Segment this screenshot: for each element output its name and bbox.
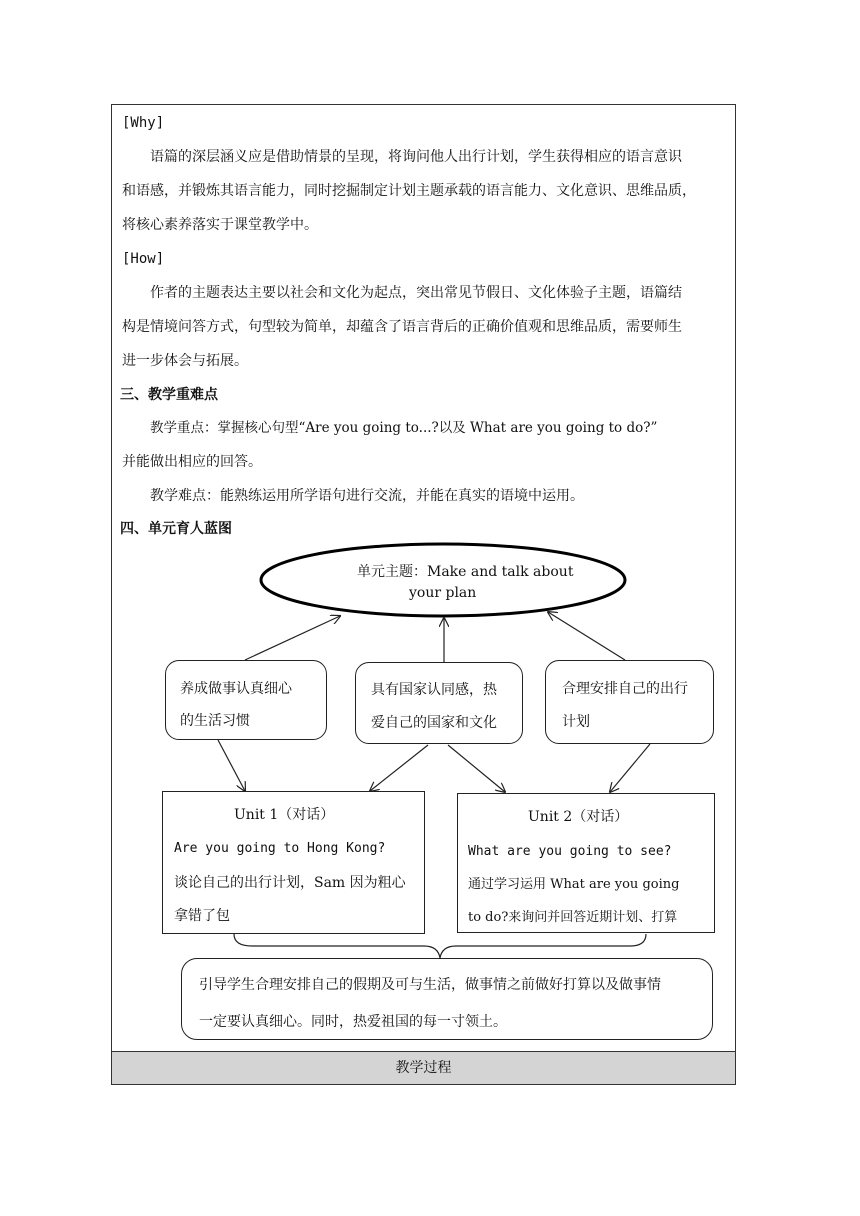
- teaching-focus-cont: 并能做出相应的回答。: [122, 454, 262, 470]
- goal-middle-line: 具有国家认同感，热: [371, 682, 497, 698]
- unit-2-line: to do?来询问并回答近期计划、打算: [468, 910, 678, 925]
- arrow-left-to-theme: [245, 616, 340, 660]
- teaching-focus: 教学重点：掌握核心句型“Are you going to...?以及 What are you going to do?”: [150, 420, 658, 436]
- section-4-title: 四、单元育人蓝图: [120, 521, 232, 537]
- brace: [234, 934, 646, 958]
- goal-right-line: 计划: [562, 714, 590, 730]
- teaching-difficulty: 教学难点：能熟练运用所学语句进行交流，并能在真实的语境中运用。: [150, 488, 584, 504]
- goal-left-line: 的生活习惯: [180, 713, 250, 729]
- goal-box-right: [545, 660, 714, 744]
- theme-line-2: your plan: [409, 585, 477, 601]
- theme-line-1: 单元主题：Make and talk about: [357, 564, 574, 580]
- why-paragraph-line: 将核心素养落实于课堂教学中。: [122, 217, 318, 233]
- how-paragraph-line: 进一步体会与拓展。: [122, 353, 248, 369]
- why-paragraph-line: 语篇的深层涵义应是借助情景的呈现，将询问他人出行计划，学生获得相应的语言意识: [150, 149, 682, 165]
- why-paragraph-line: 和语感，并锻炼其语言能力，同时挖掘制定计划主题承载的语言能力、文化意识、思维品质，: [122, 183, 696, 199]
- unit-2-line: 通过学习运用 What are you going: [468, 877, 680, 892]
- goal-right-line: 合理安排自己的出行: [562, 681, 688, 697]
- how-paragraph-line: 作者的主题表达主要以社会和文化为起点，突出常见节假日、文化体验子主题，语篇结: [150, 285, 682, 301]
- goal-middle-line: 爱自己的国家和文化: [371, 715, 497, 731]
- arrow-right-to-theme: [548, 612, 625, 660]
- arrow-middle-to-unit1: [370, 745, 428, 791]
- why-heading: [Why]: [122, 115, 165, 131]
- how-heading: [How]: [122, 251, 165, 267]
- goal-left-line: 养成做事认真细心: [180, 681, 292, 697]
- teaching-process-header: 教学过程: [111, 1051, 736, 1085]
- unit-1-line: 谈论自己的出行计划，Sam 因为粗心: [174, 875, 406, 891]
- unit-1-line: 拿错了包: [174, 908, 230, 924]
- unit-1-line: Are you going to Hong Kong?: [174, 841, 386, 856]
- arrow-left-to-unit1: [218, 740, 245, 791]
- summary-line: 引导学生合理安排自己的假期及可与生活，做事情之前做好打算以及做事情: [199, 977, 661, 993]
- section-3-title: 三、教学重难点: [120, 387, 218, 403]
- unit-1-title: Unit 1（对话）: [234, 807, 335, 823]
- unit-2-title: Unit 2（对话）: [528, 809, 629, 825]
- arrow-middle-to-unit2: [448, 745, 505, 792]
- arrow-right-to-unit2: [610, 744, 650, 792]
- unit-2-line: What are you going to see?: [468, 844, 672, 859]
- how-paragraph-line: 构是情境问答方式，句型较为简单，却蕴含了语言背后的正确价值观和思维品质，需要师生: [122, 319, 682, 335]
- summary-line: 一定要认真细心。同时，热爱祖国的每一寸领土。: [199, 1014, 507, 1030]
